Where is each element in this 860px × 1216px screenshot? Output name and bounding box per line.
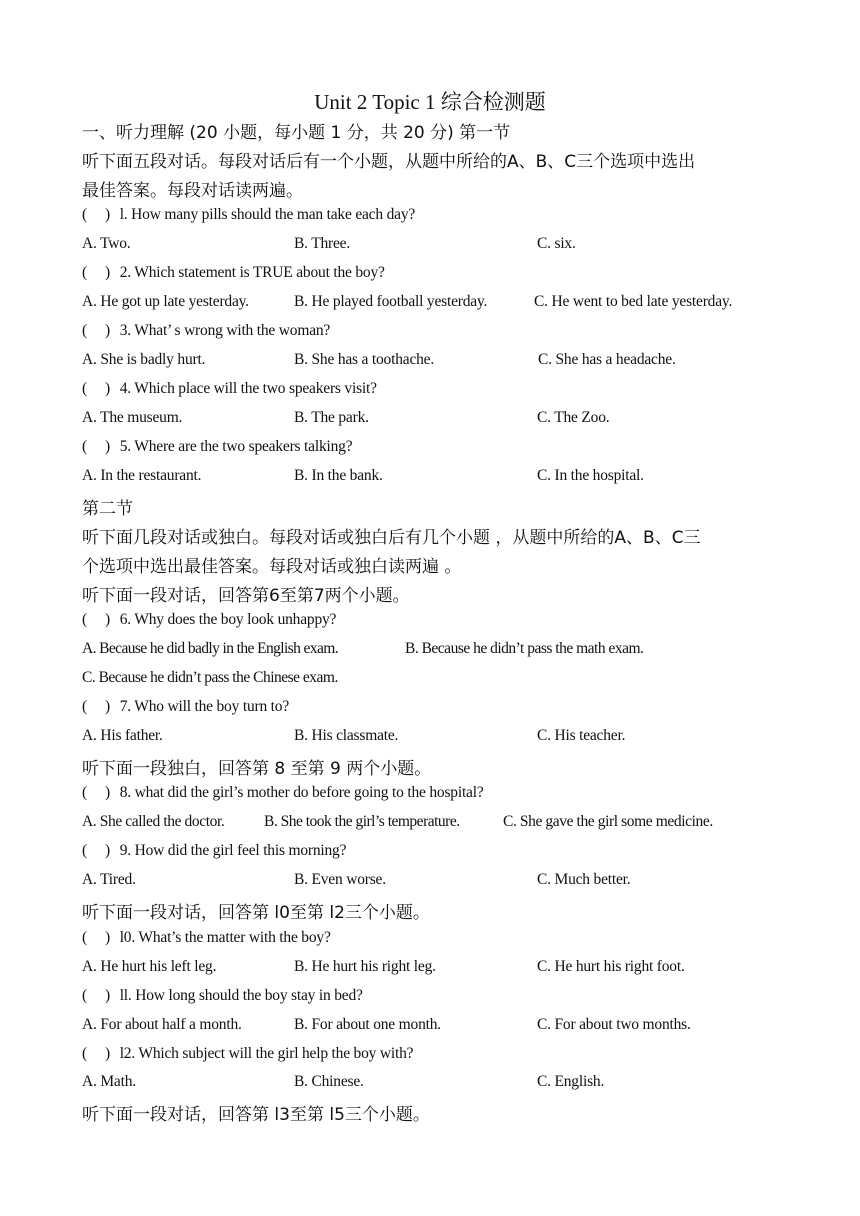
question-12: [82, 1045, 413, 1063]
answer-blank-close: ): [104, 1045, 110, 1062]
monolog-8-9-instruction: 听下面一段独白，回答第 8 至第 9 两个小题。: [82, 759, 432, 779]
answer-blank-open: (: [82, 380, 87, 397]
question-6-option-b: B. Because he didn’t pass the math exam.: [405, 640, 644, 657]
question-text: l0. What’s the matter with the boy?: [119, 929, 331, 946]
question-text: ll. How long should the boy stay in bed?: [119, 987, 363, 1004]
question-9-option-a: A. Tired.: [82, 871, 136, 888]
question-5-option-b: B. In the bank.: [294, 467, 383, 484]
answer-blank-close: ): [104, 698, 110, 715]
question-text: 7. Who will the boy turn to?: [119, 698, 290, 715]
question-4-option-b: B. The park.: [294, 409, 369, 426]
section2-instructions-line1: 听下面几段对话或独白。每段对话或独白后有几个小题 ，从题中所给的A、B、C三: [82, 528, 701, 548]
question-2-option-c: C. He went to bed late yesterday.: [534, 293, 733, 310]
dialog-10-12-instruction: 听下面一段对话，回答第 l0至第 l2三个小题。: [82, 903, 430, 923]
question-11-option-b: B. For about one month.: [294, 1016, 441, 1033]
question-2: [82, 264, 385, 282]
question-4: [82, 380, 377, 398]
answer-blank-open: (: [82, 611, 87, 628]
answer-blank-close: ): [104, 264, 110, 281]
answer-blank-open: (: [82, 206, 87, 223]
question-10-option-c: C. He hurt his right foot.: [537, 958, 685, 975]
question-7: [82, 698, 289, 716]
answer-blank-close: ): [104, 842, 110, 859]
question-7-option-b: B. His classmate.: [294, 727, 399, 744]
question-3-option-c: C. She has a headache.: [538, 351, 676, 368]
question-11: [82, 987, 363, 1005]
answer-blank-close: ): [104, 784, 110, 801]
question-3: [82, 322, 330, 340]
question-5-option-c: C. In the hospital.: [537, 467, 644, 484]
question-text: 6. Why does the boy look unhappy?: [119, 611, 337, 628]
question-text: 5. Where are the two speakers talking?: [119, 438, 353, 455]
question-text: l2. Which subject will the girl help the boy with?: [119, 1045, 414, 1062]
question-10-option-b: B. He hurt his right leg.: [294, 958, 436, 975]
question-9: [82, 842, 346, 860]
section1-instructions-line2: 最佳答案。每段对话读两遍。: [82, 181, 303, 201]
answer-blank-close: ): [104, 380, 110, 397]
question-5-option-a: A. In the restaurant.: [82, 467, 202, 484]
section1-header: 一、听力理解 (20 小题，每小题 1 分，共 20 分) 第一节: [82, 123, 511, 143]
question-text: 8. what did the girl’s mother do before going to the hospital?: [119, 784, 484, 801]
answer-blank-open: (: [82, 842, 87, 859]
page-title: Unit 2 Topic 1 综合检测题: [314, 90, 546, 114]
question-6: [82, 611, 336, 629]
question-4-option-a: A. The museum.: [82, 409, 183, 426]
section2-header: 第二节: [82, 499, 133, 519]
answer-blank-close: ): [104, 987, 110, 1004]
question-7-option-c: C. His teacher.: [537, 727, 626, 744]
answer-blank-open: (: [82, 264, 87, 281]
question-7-option-a: A. His father.: [82, 727, 163, 744]
question-3-option-a: A. She is badly hurt.: [82, 351, 206, 368]
answer-blank-close: ): [104, 611, 110, 628]
answer-blank-close: ): [104, 322, 110, 339]
question-12-option-c: C. English.: [537, 1073, 605, 1090]
dialog-6-7-instruction: 听下面一段对话，回答第6至第7两个小题。: [82, 586, 410, 606]
question-2-option-a: A. He got up late yesterday.: [82, 293, 249, 310]
answer-blank-open: (: [82, 784, 87, 801]
question-4-option-c: C. The Zoo.: [537, 409, 610, 426]
question-11-option-a: A. For about half a month.: [82, 1016, 242, 1033]
question-6-option-c: C. Because he didn’t pass the Chinese exam.: [82, 669, 338, 686]
answer-blank-close: ): [104, 929, 110, 946]
question-9-option-b: B. Even worse.: [294, 871, 386, 888]
question-1: [82, 206, 415, 224]
question-1-option-a: A. Two.: [82, 235, 131, 252]
question-1-option-b: B. Three.: [294, 235, 351, 252]
question-3-option-b: B. She has a toothache.: [294, 351, 435, 368]
answer-blank-open: (: [82, 438, 87, 455]
question-text: 2. Which statement is TRUE about the boy?: [119, 264, 385, 281]
question-text: 3. What’ s wrong with the woman?: [119, 322, 331, 339]
answer-blank-open: (: [82, 929, 87, 946]
question-1-option-c: C. six.: [537, 235, 576, 252]
question-12-option-a: A. Math.: [82, 1073, 136, 1090]
question-8-option-b: B. She took the girl’s temperature.: [264, 813, 460, 830]
question-12-option-b: B. Chinese.: [294, 1073, 364, 1090]
answer-blank-open: (: [82, 698, 87, 715]
question-11-option-c: C. For about two months.: [537, 1016, 691, 1033]
question-5: [82, 438, 352, 456]
question-8: [82, 784, 484, 802]
question-9-option-c: C. Much better.: [537, 871, 631, 888]
question-6-option-a: A. Because he did badly in the English exam.: [82, 640, 338, 657]
answer-blank-close: ): [104, 438, 110, 455]
question-10: [82, 929, 331, 947]
question-text: 9. How did the girl feel this morning?: [119, 842, 347, 859]
answer-blank-open: (: [82, 987, 87, 1004]
question-text: 4. Which place will the two speakers visit?: [119, 380, 377, 397]
section1-instructions-line1: 听下面五段对话。每段对话后有一个小题，从题中所给的A、B、C三个选项中选出: [82, 152, 696, 172]
answer-blank-close: ): [104, 206, 110, 223]
question-text: l. How many pills should the man take each day?: [119, 206, 416, 223]
question-8-option-c: C. She gave the girl some medicine.: [503, 813, 713, 830]
question-10-option-a: A. He hurt his left leg.: [82, 958, 217, 975]
question-8-option-a: A. She called the doctor.: [82, 813, 225, 830]
answer-blank-open: (: [82, 322, 87, 339]
section2-instructions-line2: 个选项中选出最佳答案。每段对话或独白读两遍 。: [82, 557, 462, 577]
answer-blank-open: (: [82, 1045, 87, 1062]
question-2-option-b: B. He played football yesterday.: [294, 293, 488, 310]
dialog-13-15-instruction: 听下面一段对话，回答第 l3至第 l5三个小题。: [82, 1105, 430, 1125]
